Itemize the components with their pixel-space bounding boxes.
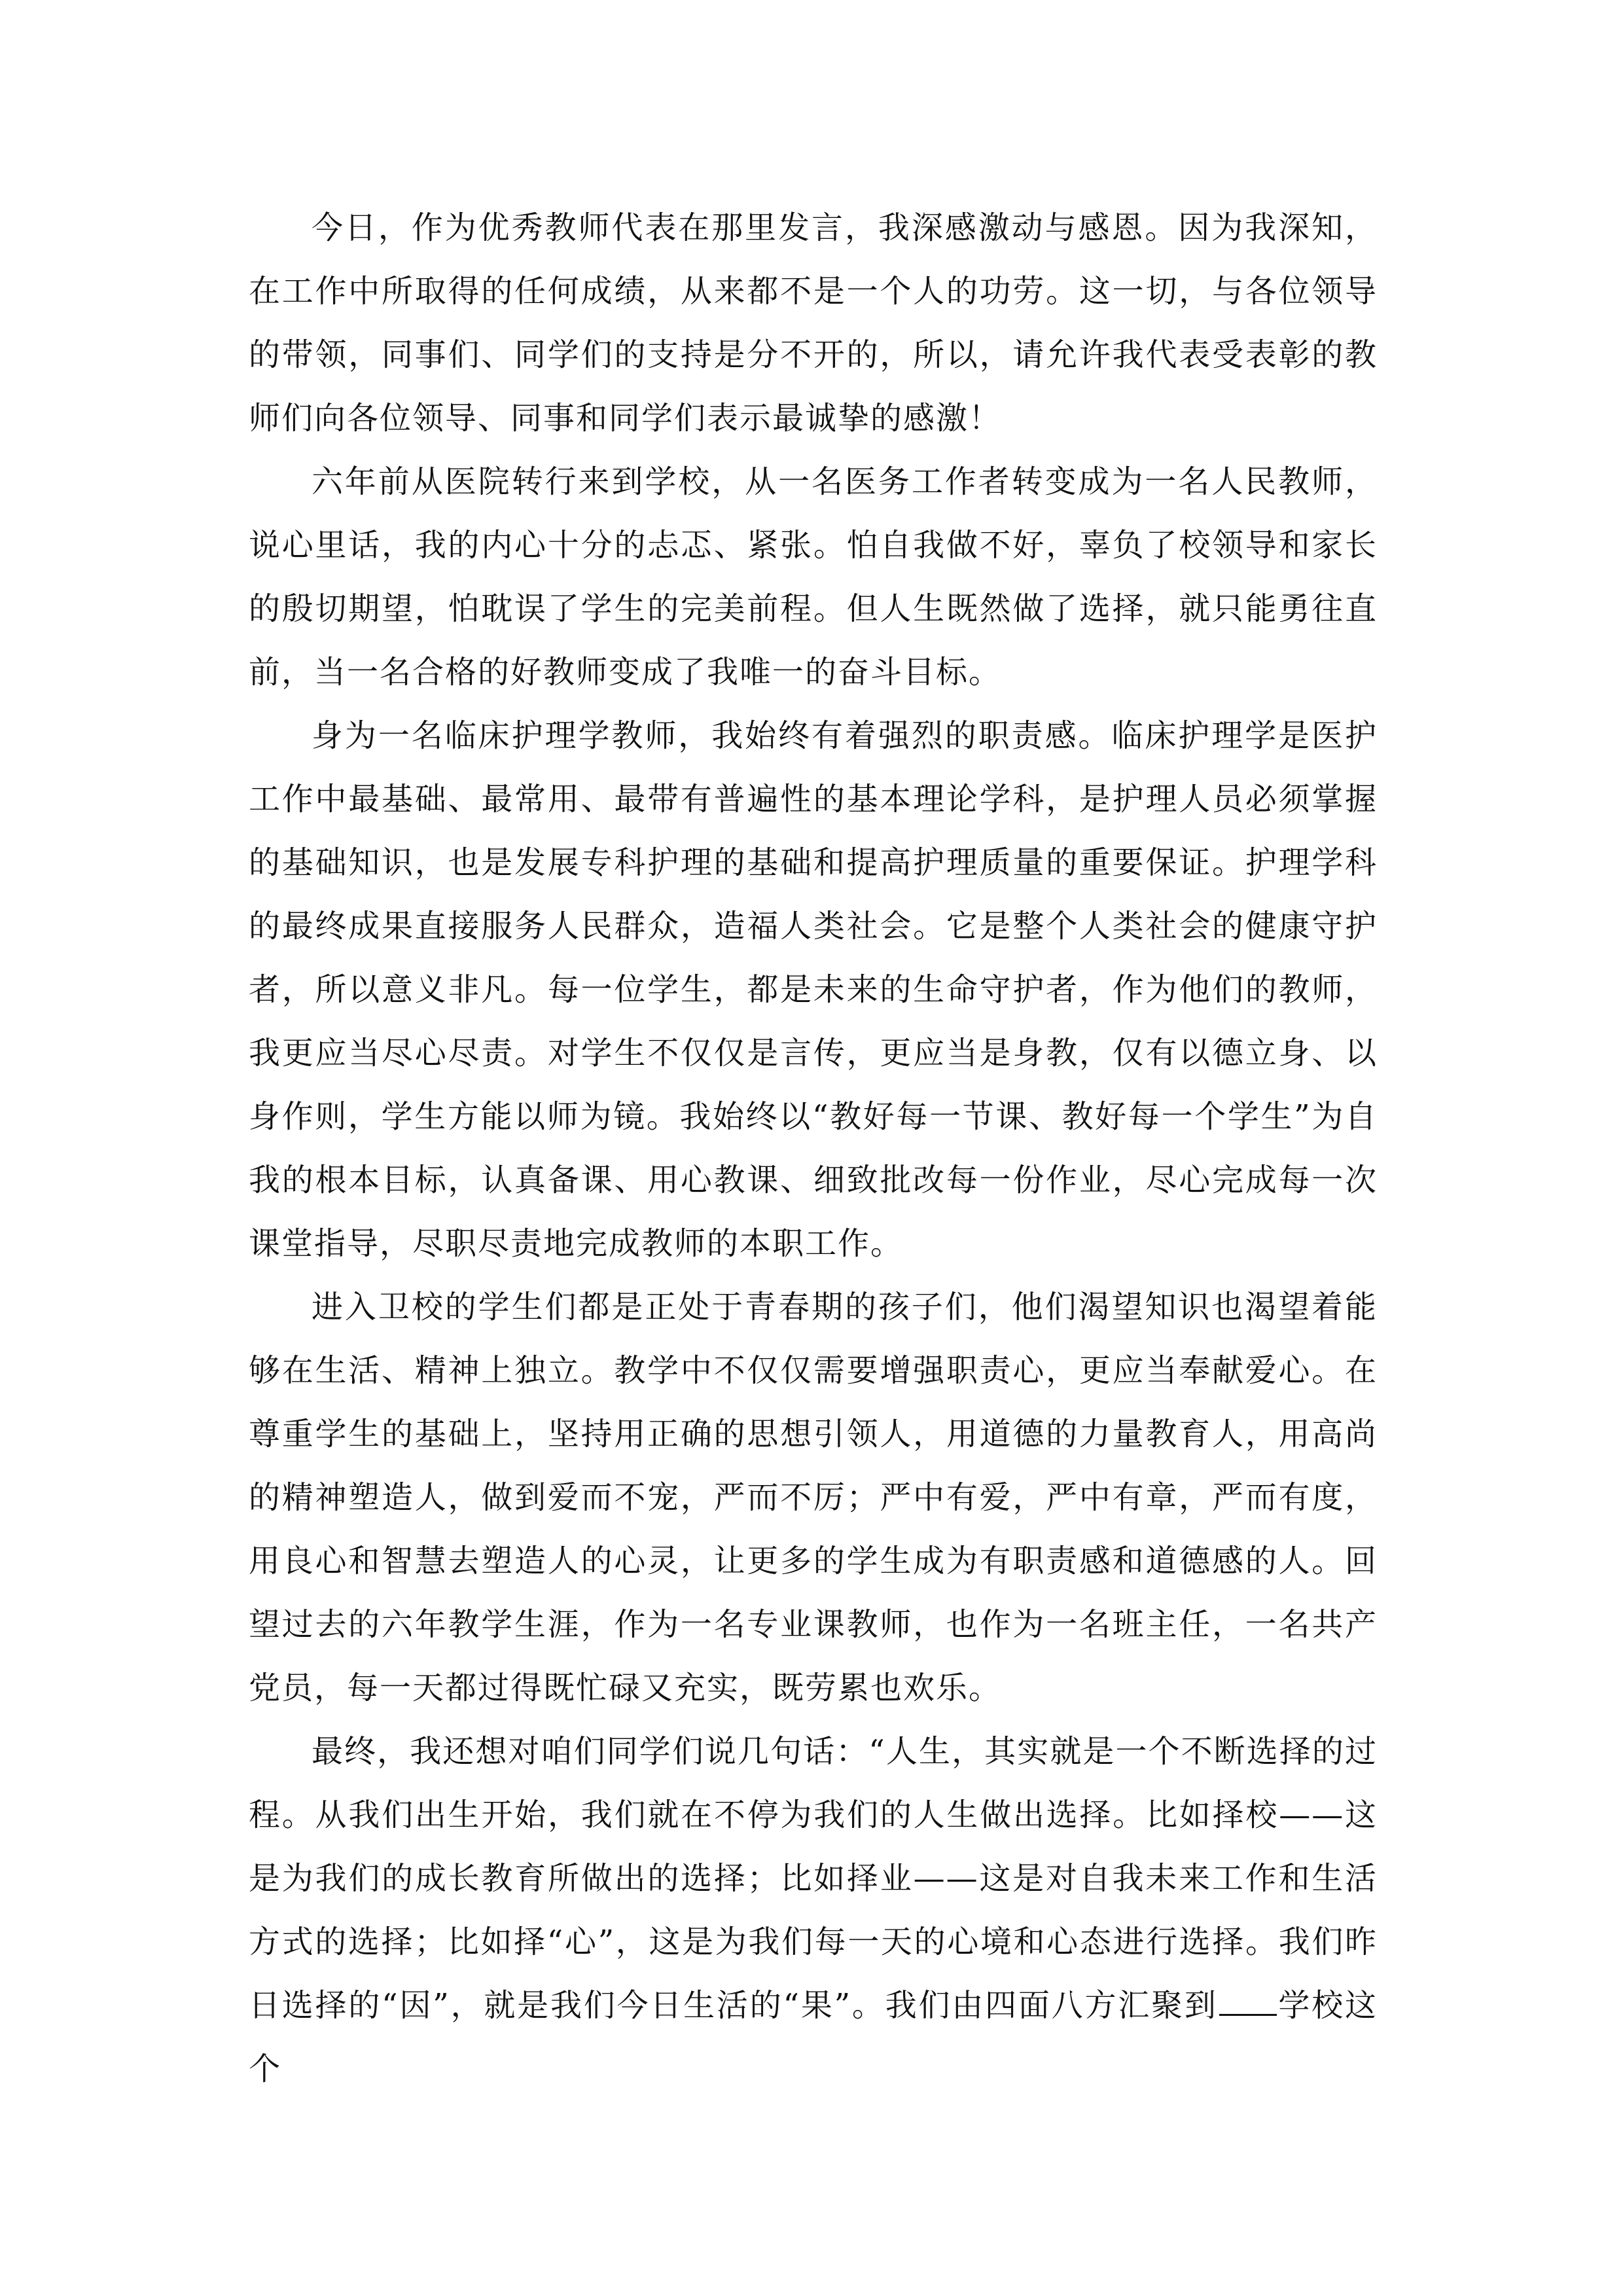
paragraph-2: 六年前从医院转行来到学校，从一名医务工作者转变成为一名人民教师，说心里话，我的内心十分的忐忑、紧张。怕自我做不好，辜负了校领导和家长的殷切期望，怕耽误了学生的完美前程。但人生既然做了选择，就只能勇往直前，当一名合格的好教师变成了我唯一的奋斗目标。 <box>249 463 1378 691</box>
paragraph-4: 进入卫校的学生们都是正处于青春期的孩子们，他们渴望知识也渴望着能够在生活、精神上独立。教学中不仅仅需要增强职责心，更应当奉献爱心。在尊重学生的基础上，坚持用正确的思想引领人，用道德的力量教育人，用高尚的精神塑造人，做到爱而不宠，严而不厉；严中有爱，严中有章，严而有度，用良心和智慧去塑造人的心灵，让更多的学生成为有职责感和道德感的人。回望过去的六年教学生涯，作为一名专业课教师，也作为一名班主任，一名共产党员，每一天都过得既忙碌又充实，既劳累也欢乐。 <box>249 1289 1378 1706</box>
paragraph-3: 身为一名临床护理学教师，我始终有着强烈的职责感。临床护理学是医护工作中最基础、最常用、最带有普遍性的基本理论学科，是护理人员必须掌握的基础知识，也是发展专科护理的基础和提高护理质量的重要保证。护理学科的最终成果直接服务人民群众，造福人类社会。它是整个人类社会的健康守护者，所以意义非凡。每一位学生，都是未来的生命守护者，作为他们的教师，我更应当尽心尽责。对学生不仅仅是言传，更应当是身教，仅有以德立身、以身作则，学生方能以师为镜。我始终以“教好每一节课、教好每一个学生”为自我的根本目标，认真备课、用心教课、细致批改每一份作业，尽心完成每一次课堂指导，尽职尽责地完成教师的本职工作。 <box>249 717 1378 1262</box>
paragraph-5 <box>249 1720 1378 2101</box>
paragraph-5-text-after-blank: 学校这个 <box>249 1987 1378 2087</box>
fill-in-blank-underline <box>1219 1985 1277 2016</box>
paragraph-5-text-before-blank: 最终，我还想对咱们同学们说几句话：“人生，其实就是一个不断选择的过程。从我们出生开始，我们就在不停为我们的人生做出选择。比如择校——这是为我们的成长教育所做出的选择；比如择业——这是对自我未来工作和生活方式的选择；比如择“心”，这是为我们每一天的心境和心态进行选择。我们昨日选择的“因”，就是我们今日生活的“果”。我们由四面八方汇聚到 <box>249 1733 1378 2024</box>
document-body <box>249 196 1378 2101</box>
paragraph-1: 今日，作为优秀教师代表在那里发言，我深感激动与感恩。因为我深知，在工作中所取得的任何成绩，从来都不是一个人的功劳。这一切，与各位领导的带领，同事们、同学们的支持是分不开的，所以，请允许我代表受表彰的教师们向各位领导、同事和同学们表示最诚挚的感激！ <box>249 209 1378 437</box>
